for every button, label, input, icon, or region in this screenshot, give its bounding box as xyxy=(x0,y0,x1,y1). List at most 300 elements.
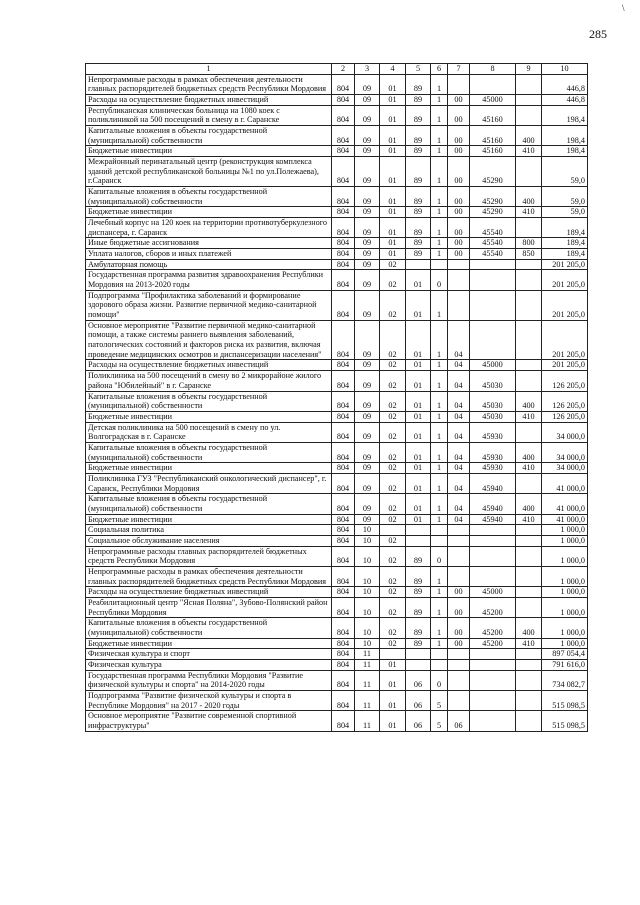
table-row xyxy=(86,187,588,207)
direction-code: 45940 xyxy=(470,473,516,493)
amount: 59,0 xyxy=(542,187,588,207)
direction-code xyxy=(470,711,516,731)
ministry-code: 804 xyxy=(332,690,355,710)
section-code: 09 xyxy=(355,514,380,525)
item-name: Межрайонный перинатальный центр (реконструкция комплекса зданий детской республиканской больницы №1 по ул.Полежаева), г.Саранск xyxy=(86,157,332,187)
direction-code xyxy=(470,270,516,290)
activity-code xyxy=(448,525,470,536)
direction-code: 45540 xyxy=(470,218,516,238)
expense-type-code: 410 xyxy=(516,463,542,474)
table-row xyxy=(86,546,588,566)
section-code: 09 xyxy=(355,371,380,391)
activity-code: 04 xyxy=(448,391,470,411)
program-code: 89 xyxy=(406,74,431,94)
amount: 1 000,0 xyxy=(542,546,588,566)
subprogram-code: 1 xyxy=(431,95,448,106)
amount: 198,4 xyxy=(542,105,588,125)
expense-type-code: 800 xyxy=(516,238,542,249)
activity-code: 00 xyxy=(448,597,470,617)
direction-code xyxy=(470,546,516,566)
subsection-code: 01 xyxy=(380,95,406,106)
program-code: 01 xyxy=(406,290,431,320)
program-code xyxy=(406,649,431,660)
amount: 59,0 xyxy=(542,157,588,187)
item-name: Бюджетные инвестиции xyxy=(86,146,332,157)
section-code: 10 xyxy=(355,535,380,546)
subsection-code: 02 xyxy=(380,494,406,514)
amount: 1 000,0 xyxy=(542,566,588,586)
direction-code: 45540 xyxy=(470,238,516,249)
section-code: 09 xyxy=(355,259,380,270)
ministry-code: 804 xyxy=(332,711,355,731)
activity-code: 00 xyxy=(448,187,470,207)
direction-code: 45290 xyxy=(470,187,516,207)
table-row xyxy=(86,659,588,670)
activity-code: 00 xyxy=(448,587,470,598)
activity-code: 04 xyxy=(448,463,470,474)
item-name: Расходы на осуществление бюджетных инвестиций xyxy=(86,95,332,106)
subsection-code: 02 xyxy=(380,371,406,391)
expense-type-code xyxy=(516,74,542,94)
program-code: 89 xyxy=(406,146,431,157)
subsection-code: 02 xyxy=(380,442,406,462)
ministry-code: 804 xyxy=(332,463,355,474)
ministry-code: 804 xyxy=(332,290,355,320)
table-row xyxy=(86,638,588,649)
subsection-code: 01 xyxy=(380,238,406,249)
direction-code: 45930 xyxy=(470,442,516,462)
expense-type-code xyxy=(516,587,542,598)
expense-type-code: 400 xyxy=(516,618,542,638)
budget-table xyxy=(85,63,588,732)
table-row xyxy=(86,157,588,187)
item-name: Бюджетные инвестиции xyxy=(86,411,332,422)
ministry-code: 804 xyxy=(332,525,355,536)
ministry-code: 804 xyxy=(332,566,355,586)
expense-type-code: 410 xyxy=(516,411,542,422)
expense-type-code xyxy=(516,270,542,290)
item-name: Капитальные вложения в объекты государственной (муниципальной) собственности xyxy=(86,187,332,207)
subprogram-code: 1 xyxy=(431,187,448,207)
activity-code xyxy=(448,649,470,660)
subsection-code: 02 xyxy=(380,391,406,411)
section-code: 09 xyxy=(355,360,380,371)
item-name: Бюджетные инвестиции xyxy=(86,207,332,218)
table-row xyxy=(86,649,588,660)
item-name: Социальная политика xyxy=(86,525,332,536)
subsection-code: 02 xyxy=(380,473,406,493)
subsection-code: 02 xyxy=(380,360,406,371)
item-name: Социальное обслуживание населения xyxy=(86,535,332,546)
column-header: 1 xyxy=(86,64,332,75)
subprogram-code xyxy=(431,649,448,660)
amount: 41 000,0 xyxy=(542,514,588,525)
section-code: 09 xyxy=(355,442,380,462)
ministry-code: 804 xyxy=(332,207,355,218)
subprogram-code: 1 xyxy=(431,157,448,187)
subsection-code: 01 xyxy=(380,146,406,157)
expense-type-code: 410 xyxy=(516,207,542,218)
activity-code xyxy=(448,566,470,586)
subsection-code: 01 xyxy=(380,690,406,710)
ministry-code: 804 xyxy=(332,422,355,442)
direction-code: 45000 xyxy=(470,360,516,371)
item-name: Бюджетные инвестиции xyxy=(86,514,332,525)
expense-type-code xyxy=(516,371,542,391)
subprogram-code: 1 xyxy=(431,587,448,598)
expense-type-code xyxy=(516,320,542,360)
program-code: 89 xyxy=(406,126,431,146)
subsection-code: 02 xyxy=(380,546,406,566)
program-code: 89 xyxy=(406,587,431,598)
section-code: 11 xyxy=(355,649,380,660)
subsection-code: 02 xyxy=(380,320,406,360)
subprogram-code: 1 xyxy=(431,360,448,371)
subprogram-code: 1 xyxy=(431,207,448,218)
subsection-code xyxy=(380,649,406,660)
subsection-code: 01 xyxy=(380,157,406,187)
item-name: Непрограммные расходы в рамках обеспечения деятельности главных распорядителей бюджетных средств Республики Мордовия xyxy=(86,74,332,94)
activity-code: 00 xyxy=(448,105,470,125)
subprogram-code: 1 xyxy=(431,566,448,586)
activity-code: 00 xyxy=(448,238,470,249)
program-code xyxy=(406,259,431,270)
direction-code: 45200 xyxy=(470,638,516,649)
ministry-code: 804 xyxy=(332,259,355,270)
direction-code: 45000 xyxy=(470,95,516,106)
item-name: Уплата налогов, сборов и иных платежей xyxy=(86,249,332,260)
direction-code: 45030 xyxy=(470,371,516,391)
activity-code: 00 xyxy=(448,218,470,238)
program-code: 01 xyxy=(406,371,431,391)
program-code: 01 xyxy=(406,514,431,525)
activity-code xyxy=(448,670,470,690)
expense-type-code: 850 xyxy=(516,249,542,260)
column-header: 4 xyxy=(380,64,406,75)
subsection-code: 02 xyxy=(380,290,406,320)
subsection-code: 02 xyxy=(380,514,406,525)
amount: 201 205,0 xyxy=(542,290,588,320)
ministry-code: 804 xyxy=(332,618,355,638)
program-code: 89 xyxy=(406,95,431,106)
amount: 126 205,0 xyxy=(542,371,588,391)
program-code: 89 xyxy=(406,105,431,125)
item-name: Капитальные вложения в объекты государственной (муниципальной) собственности xyxy=(86,618,332,638)
ministry-code: 804 xyxy=(332,473,355,493)
item-name: Подпрограмма "Развитие физической культуры и спорта в Республике Мордовия" на 2017 - 2020 годы xyxy=(86,690,332,710)
program-code: 01 xyxy=(406,442,431,462)
subsection-code: 02 xyxy=(380,597,406,617)
program-code: 89 xyxy=(406,218,431,238)
amount: 791 616,0 xyxy=(542,659,588,670)
item-name: Республиканская клиническая больница на 1080 коек с поликлиникой на 500 посещений в смену в г. Саранске xyxy=(86,105,332,125)
ministry-code: 804 xyxy=(332,391,355,411)
column-header: 6 xyxy=(431,64,448,75)
ministry-code: 804 xyxy=(332,218,355,238)
section-code: 10 xyxy=(355,638,380,649)
ministry-code: 804 xyxy=(332,411,355,422)
activity-code xyxy=(448,290,470,320)
table-row xyxy=(86,146,588,157)
program-code: 01 xyxy=(406,463,431,474)
section-code: 09 xyxy=(355,463,380,474)
direction-code: 45000 xyxy=(470,587,516,598)
subprogram-code: 1 xyxy=(431,105,448,125)
subprogram-code: 1 xyxy=(431,320,448,360)
ministry-code: 804 xyxy=(332,238,355,249)
section-code: 09 xyxy=(355,187,380,207)
column-header: 7 xyxy=(448,64,470,75)
ministry-code: 804 xyxy=(332,638,355,649)
section-code: 09 xyxy=(355,422,380,442)
activity-code xyxy=(448,259,470,270)
amount: 515 098,5 xyxy=(542,690,588,710)
subprogram-code xyxy=(431,659,448,670)
activity-code xyxy=(448,546,470,566)
item-name: Амбулаторная помощь xyxy=(86,259,332,270)
expense-type-code xyxy=(516,711,542,731)
subsection-code: 01 xyxy=(380,218,406,238)
section-code: 09 xyxy=(355,74,380,94)
expense-type-code: 410 xyxy=(516,638,542,649)
subsection-code: 02 xyxy=(380,259,406,270)
expense-type-code: 400 xyxy=(516,391,542,411)
section-code: 09 xyxy=(355,473,380,493)
subprogram-code: 1 xyxy=(431,290,448,320)
expense-type-code xyxy=(516,649,542,660)
table-row xyxy=(86,411,588,422)
item-name: Капитальные вложения в объекты государственной (муниципальной) собственности xyxy=(86,126,332,146)
program-code: 01 xyxy=(406,270,431,290)
ministry-code: 804 xyxy=(332,670,355,690)
amount: 1 000,0 xyxy=(542,618,588,638)
program-code: 06 xyxy=(406,711,431,731)
direction-code: 45540 xyxy=(470,249,516,260)
subprogram-code: 1 xyxy=(431,126,448,146)
item-name: Поликлиника ГУЗ "Республиканский онкологический диспансер", г. Саранск, Республики Мордовия xyxy=(86,473,332,493)
expense-type-code: 400 xyxy=(516,126,542,146)
expense-type-code xyxy=(516,690,542,710)
activity-code: 04 xyxy=(448,442,470,462)
item-name: Государственная программа Республики Мордовия "Развитие физической культуры и спорта" на 2014-2020 годы xyxy=(86,670,332,690)
table-row xyxy=(86,207,588,218)
table-header-row xyxy=(86,64,588,75)
program-code: 01 xyxy=(406,411,431,422)
section-code: 10 xyxy=(355,566,380,586)
amount: 1 000,0 xyxy=(542,597,588,617)
item-name: Расходы на осуществление бюджетных инвестиций xyxy=(86,587,332,598)
table-body xyxy=(86,74,588,731)
expense-type-code xyxy=(516,670,542,690)
ministry-code: 804 xyxy=(332,105,355,125)
subsection-code: 01 xyxy=(380,670,406,690)
table-row xyxy=(86,290,588,320)
subsection-code: 02 xyxy=(380,587,406,598)
ministry-code: 804 xyxy=(332,546,355,566)
ministry-code: 804 xyxy=(332,371,355,391)
item-name: Непрограммные расходы главных распорядителей бюджетных средств Республики Мордовия xyxy=(86,546,332,566)
ministry-code: 804 xyxy=(332,360,355,371)
section-code: 11 xyxy=(355,711,380,731)
ministry-code: 804 xyxy=(332,249,355,260)
amount: 41 000,0 xyxy=(542,473,588,493)
subsection-code: 01 xyxy=(380,105,406,125)
ministry-code: 804 xyxy=(332,649,355,660)
direction-code xyxy=(470,690,516,710)
expense-type-code xyxy=(516,546,542,566)
section-code: 09 xyxy=(355,270,380,290)
section-code: 09 xyxy=(355,207,380,218)
direction-code: 45030 xyxy=(470,391,516,411)
expense-type-code xyxy=(516,566,542,586)
page-number: 285 xyxy=(589,27,607,41)
subprogram-code: 1 xyxy=(431,514,448,525)
table-row xyxy=(86,126,588,146)
direction-code: 45290 xyxy=(470,157,516,187)
expense-type-code xyxy=(516,422,542,442)
ministry-code: 804 xyxy=(332,320,355,360)
corner-mark: \ xyxy=(622,3,625,13)
activity-code: 00 xyxy=(448,638,470,649)
direction-code: 45160 xyxy=(470,146,516,157)
ministry-code: 804 xyxy=(332,146,355,157)
section-code: 09 xyxy=(355,146,380,157)
section-code: 11 xyxy=(355,690,380,710)
column-header: 3 xyxy=(355,64,380,75)
activity-code: 00 xyxy=(448,157,470,187)
amount: 189,4 xyxy=(542,249,588,260)
subsection-code: 02 xyxy=(380,463,406,474)
direction-code: 45200 xyxy=(470,618,516,638)
item-name: Подпрограмма "Профилактика заболеваний и формирование здорового образа жизни. Развитие первичной медико-санитарной помощи" xyxy=(86,290,332,320)
subprogram-code: 1 xyxy=(431,249,448,260)
subprogram-code: 1 xyxy=(431,146,448,157)
expense-type-code xyxy=(516,290,542,320)
subprogram-code: 1 xyxy=(431,371,448,391)
program-code: 89 xyxy=(406,238,431,249)
table-row xyxy=(86,463,588,474)
subprogram-code: 1 xyxy=(431,218,448,238)
table-row xyxy=(86,711,588,731)
item-name: Основное мероприятие "Развитие первичной медико-санитарной помощи, а также системы раннего выявления заболеваний, патологических состояний и факторов риска их развития, включая проведение медицинских осмотров и диспансеризации населения" xyxy=(86,320,332,360)
program-code: 89 xyxy=(406,249,431,260)
direction-code xyxy=(470,74,516,94)
section-code: 09 xyxy=(355,126,380,146)
table-row xyxy=(86,360,588,371)
amount: 189,4 xyxy=(542,238,588,249)
ministry-code: 804 xyxy=(332,659,355,670)
table-row xyxy=(86,690,588,710)
table-row xyxy=(86,473,588,493)
table-row xyxy=(86,259,588,270)
ministry-code: 804 xyxy=(332,95,355,106)
table-row xyxy=(86,270,588,290)
table-row xyxy=(86,95,588,106)
program-code: 89 xyxy=(406,638,431,649)
activity-code: 04 xyxy=(448,494,470,514)
subprogram-code: 1 xyxy=(431,422,448,442)
program-code: 01 xyxy=(406,360,431,371)
section-code: 09 xyxy=(355,105,380,125)
subprogram-code: 0 xyxy=(431,270,448,290)
subprogram-code xyxy=(431,525,448,536)
subprogram-code: 1 xyxy=(431,638,448,649)
activity-code xyxy=(448,535,470,546)
subsection-code: 02 xyxy=(380,566,406,586)
subsection-code: 02 xyxy=(380,270,406,290)
program-code: 01 xyxy=(406,422,431,442)
program-code: 89 xyxy=(406,187,431,207)
table-row xyxy=(86,494,588,514)
item-name: Капитальные вложения в объекты государственной (муниципальной) собственности xyxy=(86,494,332,514)
subprogram-code: 1 xyxy=(431,473,448,493)
table-row xyxy=(86,74,588,94)
ministry-code: 804 xyxy=(332,157,355,187)
subprogram-code: 5 xyxy=(431,711,448,731)
activity-code xyxy=(448,270,470,290)
subprogram-code: 1 xyxy=(431,597,448,617)
direction-code xyxy=(470,535,516,546)
direction-code xyxy=(470,259,516,270)
amount: 515 098,5 xyxy=(542,711,588,731)
activity-code xyxy=(448,690,470,710)
amount: 201 205,0 xyxy=(542,270,588,290)
subsection-code: 02 xyxy=(380,618,406,638)
table-row xyxy=(86,442,588,462)
column-header: 9 xyxy=(516,64,542,75)
amount: 1 000,0 xyxy=(542,535,588,546)
activity-code: 00 xyxy=(448,249,470,260)
item-name: Капитальные вложения в объекты государственной (муниципальной) собственности xyxy=(86,391,332,411)
subprogram-code: 1 xyxy=(431,238,448,249)
activity-code: 00 xyxy=(448,618,470,638)
amount: 41 000,0 xyxy=(542,494,588,514)
amount: 34 000,0 xyxy=(542,422,588,442)
expense-type-code: 410 xyxy=(516,146,542,157)
subprogram-code: 1 xyxy=(431,391,448,411)
program-code: 89 xyxy=(406,597,431,617)
ministry-code: 804 xyxy=(332,270,355,290)
direction-code: 45160 xyxy=(470,105,516,125)
subprogram-code: 1 xyxy=(431,494,448,514)
section-code: 09 xyxy=(355,249,380,260)
item-name: Бюджетные инвестиции xyxy=(86,463,332,474)
item-name: Лечебный корпус на 120 коек на территории противотуберкулезного диспансера, г. Саранск xyxy=(86,218,332,238)
subprogram-code xyxy=(431,535,448,546)
program-code: 89 xyxy=(406,618,431,638)
item-name: Капитальные вложения в объекты государственной (муниципальной) собственности xyxy=(86,442,332,462)
table-row xyxy=(86,597,588,617)
program-code: 01 xyxy=(406,494,431,514)
expense-type-code xyxy=(516,659,542,670)
ministry-code: 804 xyxy=(332,494,355,514)
activity-code: 04 xyxy=(448,514,470,525)
direction-code: 45290 xyxy=(470,207,516,218)
direction-code xyxy=(470,659,516,670)
item-name: Поликлиника на 500 посещений в смену во 2 микрорайоне жилого района "Юбилейный" в г. Саранске xyxy=(86,371,332,391)
ministry-code: 804 xyxy=(332,597,355,617)
direction-code: 45930 xyxy=(470,463,516,474)
item-name: Расходы на осуществление бюджетных инвестиций xyxy=(86,360,332,371)
amount: 189,4 xyxy=(542,218,588,238)
subprogram-code: 1 xyxy=(431,411,448,422)
column-header: 5 xyxy=(406,64,431,75)
table-row xyxy=(86,218,588,238)
subsection-code xyxy=(380,525,406,536)
activity-code: 00 xyxy=(448,95,470,106)
subprogram-code: 0 xyxy=(431,670,448,690)
amount: 446,8 xyxy=(542,74,588,94)
